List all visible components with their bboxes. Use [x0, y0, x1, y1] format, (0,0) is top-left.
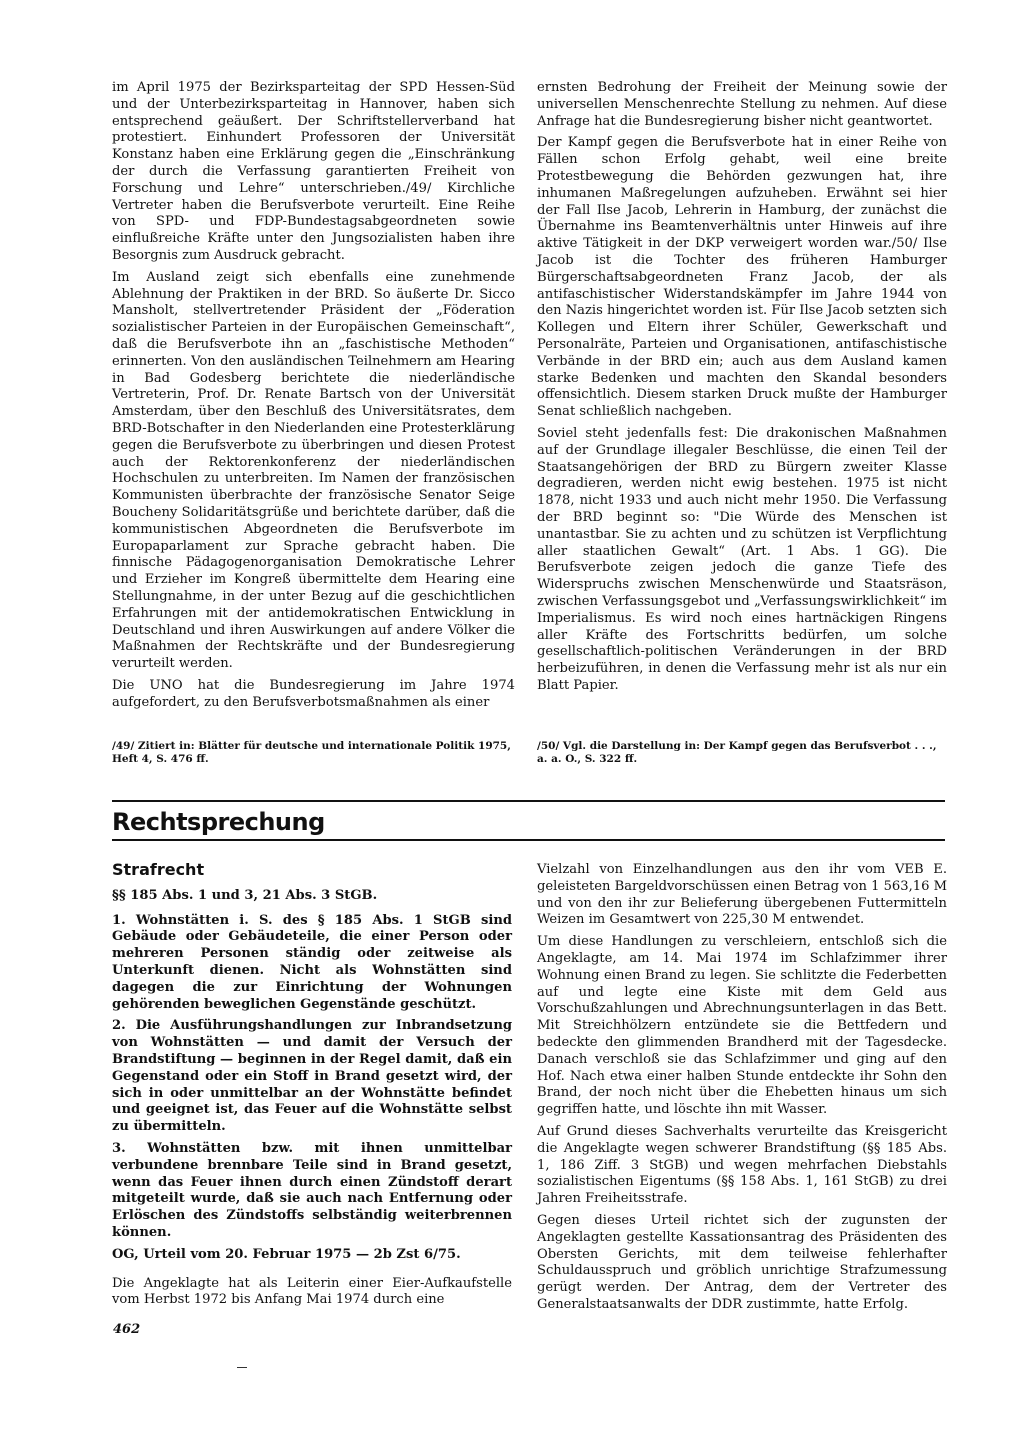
paragraph: Die Angeklagte hat als Leiterin einer Eier-Aufkaufstelle vom Herbst 1972 bis Anfang Mai 1974 durch eine [112, 1275, 512, 1308]
paragraph: Soviel steht jedenfalls fest: Die drakonischen Maßnahmen auf der Grundlage illegaler Beschlüsse, die einen Teil der Staatsangehörigen der BRD zu Bürgern zweiter Klasse degradieren, werden nicht ewig bestehen. 1975 ist nicht 1878, nicht 1933 und auch nicht mehr 1950. Die Verfassung der BRD beginnt so: "Die Würde des Menschen ist unantastbar. Sie zu achten und zu schützen ist Verpflichtung aller staatlichen Gewalt“ (Art. 1 Abs. 1 GG). Die Berufsverbote zeigen jedoch die ganze Tiefe des Widerspruchs zwischen Menschenwürde und Staatsräson, zwischen Verfassungsgebot und „Verfassungswirklichkeit“ im Imperialismus. Es wird noch eines hartnäckigen Ringens aller Kräfte des Fortschritts bedürfen, um solche gesellschaftlich-politischen Veränderungen in der BRD herbeizuführen, in denen die Verfassung mehr ist als nur ein Blatt Papier. [537, 425, 947, 693]
bottom-right-column [537, 862, 947, 1319]
page-number: 462 [113, 1322, 141, 1337]
paragraph: ernsten Bedrohung der Freiheit der Meinung sowie der universellen Menschenrechte Stellung zu nehmen. Auf diese Anfrage hat die Bundesregierung bisher nicht geantwortet. [537, 80, 947, 129]
subsection-title: Strafrecht [112, 860, 205, 879]
paragraph: Im Ausland zeigt sich ebenfalls eine zunehmende Ablehnung der Praktiken in der BRD. So äußerte Dr. Sicco Mansholt, stellvertretender Präsident der „Föderation sozialistischer Parteien in der Europäischen Gemeinschaft“, daß die Berufsverbote ihn an „faschistische Methoden“ erinnerten. Von den ausländischen Teilnehmern am Hearing in Bad Godesberg berichtete die niederländische Vertreterin, Prof. Dr. Renate Bartsch von der Universität Amsterdam, über den Beschluß des Universitätsrates, dem BRD-Botschafter in den Niederlanden eine Protesterklärung gegen die Berufsverbote zu überbringen und diesen Protest auch der Rektorenkonferenz der niederländischen Hochschulen zu unterbreiten. Im Namen der französischen Kommunisten überbrachte der französische Senator Seige Boucheny Solidaritätsgrüße und berichtete darüber, daß die kommunistischen Abgeordneten die Berufsverbote im Europaparlament zur Sprache gebracht haben. Die finnische Pädagogenorganisation Demokratische Lehrer und Erzieher im Kongreß übermittelte dem Hearing eine Stellungnahme, in der unter Bezug auf die geschichtlichen Erfahrungen mit der antidemokratischen Entwicklung in Deutschland und ihren Auswirkungen auf andere Völker die Maßnahmen der Rechtskräfte und der Bundesregierung verurteilt werden. [112, 269, 515, 672]
paragraph: im April 1975 der Bezirksparteitag der SPD Hessen-Süd und der Unterbezirksparteitag in Hannover, haben sich entsprechend geäußert. Der Schriftstellerverband hat protestiert. Einhundert Professoren der Universität Konstanz haben eine Erklärung gegen die „Einschränkung der durch die Verfassung garantierten Freiheit von Forschung und Lehre“ unterschrieben./49/ Kirchliche Vertreter haben die Berufsverbote verurteilt. Eine Reihe von SPD- und FDP-Bundestagsabgeordneten sowie einflußreiche Kräfte unter den Jungsozialisten haben ihre Besorgnis zum Ausdruck gebracht. [112, 80, 515, 263]
top-right-column [537, 80, 947, 700]
court-reference: OG, Urteil vom 20. Februar 1975 — 2b Zst 6/75. [112, 1246, 461, 1262]
headnote: 1. Wohnstätten i. S. des § 185 Abs. 1 StGB sind Gebäude oder Gebäudeteile, die einer Person oder mehreren Personen ständig oder zeitweise als Unterkunft dienen. Nicht als Wohnstätten sind dagegen die zur Einrichtung der Wohnungen gehörenden beweglichen Gegenstände geschützt. [112, 912, 512, 1012]
top-left-column [112, 80, 515, 716]
section-title: Rechtsprechung [112, 808, 325, 836]
footnote-50: /50/ Vgl. die Darstellung in: Der Kampf gegen das Berufsverbot . . ., a. a. O., S. 322 ff. [537, 740, 937, 765]
headnote: 3. Wohnstätten bzw. mit ihnen unmittelbar verbundene brennbare Teile sind in Brand gesetzt, wenn das Feuer ihnen durch einen Zündstoff derart mitgeteilt wurde, daß sie auch nach Entfernung oder Erlöschen des Zündstoffs selbständig weiterbrennen können. [112, 1140, 512, 1240]
print-mark [237, 1367, 247, 1368]
law-citation: §§ 185 Abs. 1 und 3, 21 Abs. 3 StGB. [112, 887, 378, 903]
footnote-49: /49/ Zitiert in: Blätter für deutsche und internationale Politik 1975, Heft 4, S. 476 ff. [112, 740, 511, 765]
section-rule-top [112, 800, 945, 802]
paragraph: Auf Grund dieses Sachverhalts verurteilte das Kreisgericht die Angeklagte wegen schwerer Brandstiftung (§§ 185 Abs. 1, 186 Ziff. 3 StGB) und wegen mehrfachen Diebstahls sozialistischen Eigentums (§§ 158 Abs. 1, 161 StGB) zu drei Jahren Freiheitsstrafe. [537, 1123, 947, 1207]
paragraph: Vielzahl von Einzelhandlungen aus den ihr vom VEB E. geleisteten Bargeldvorschüssen einen Betrag von 1 563,16 M und von den ihr zur Belieferung übergebenen Futtermitteln Weizen im Gesamtwert von 225,30 M entwendet. [537, 862, 947, 928]
section-rule-bottom [112, 839, 945, 841]
paragraph: Die UNO hat die Bundesregierung im Jahre 1974 aufgefordert, zu den Berufsverbotsmaßnahmen als einer [112, 677, 515, 710]
paragraph: Gegen dieses Urteil richtet sich der zugunsten der Angeklagten gestellte Kassationsantrag des Präsidenten des Obersten Gerichts, mit dem teilweise fehlerhafter Schuldausspruch und gröblich unrichtige Strafzumessung gerügt werden. Der Antrag, dem der Vertreter des Generalstaatsanwalts der DDR zustimmte, hatte Erfolg. [537, 1212, 947, 1312]
headnotes [112, 913, 512, 1242]
paragraph: Der Kampf gegen die Berufsverbote hat in einer Reihe von Fällen schon Erfolg gehabt, weil eine breite Protestbewegung die Behörden gezwungen hat, ihre inhumanen Maßregelungen aufzuheben. Erwähnt sei hier der Fall Ilse Jacob, Lehrerin in Hamburg, der zunächst die Übernahme ins Beamtenverhältnis unter Hinweis auf ihre aktive Tätigkeit in der DKP verweigert worden war./50/ Ilse Jacob ist die Tochter des früheren Hamburger Bürgerschaftsabgeordneten Franz Jacob, der als antifaschistischer Widerstandskämpfer im Jahre 1944 von den Nazis hingerichtet worden ist. Für Ilse Jacob setzten sich Kollegen und Eltern ihrer Schüler, Gewerkschaft und Personalräte, Parteien und Organisationen, antifaschistische Verbände in der BRD ein; auch aus dem Ausland kamen starke Bedenken und machten den Skandal besonders offensichtlich. Diesem starken Druck mußte der Hamburger Senat schließlich nachgeben. [537, 135, 948, 420]
headnote: 2. Die Ausführungshandlungen zur Inbrandsetzung von Wohnstätten — und damit der Versuch der Brandstiftung — beginnen in der Regel damit, daß ein Gegenstand oder ein Stoff in Brand gesetzt wird, der sich in oder unmittelbar an der Wohnstätte befindet und geeignet ist, das Feuer auf die Wohnstätte selbst zu übermitteln. [112, 1018, 512, 1135]
paragraph: Um diese Handlungen zu verschleiern, entschloß sich die Angeklagte, am 14. Mai 1974 im Schlafzimmer ihrer Wohnung einen Brand zu legen. Sie schlitzte die Federbetten auf und legte eine Kiste mit dem Geld aus Vorschußzahlungen und Abrechnungsunterlagen in das Bett. Mit Streichhölzern entzündete sie die Bettfedern und bedeckte den glimmenden Brandherd mit der Tagesdecke. Danach verschloß sie das Schlafzimmer und ging auf den Hof. Nach etwa einer halben Stunde entdeckte ihr Sohn den Brand, der noch nicht über die Ehebetten hinaus um sich gegriffen hatte, und löschte ihn mit Wasser. [537, 934, 947, 1118]
bottom-left-column [112, 862, 512, 1314]
